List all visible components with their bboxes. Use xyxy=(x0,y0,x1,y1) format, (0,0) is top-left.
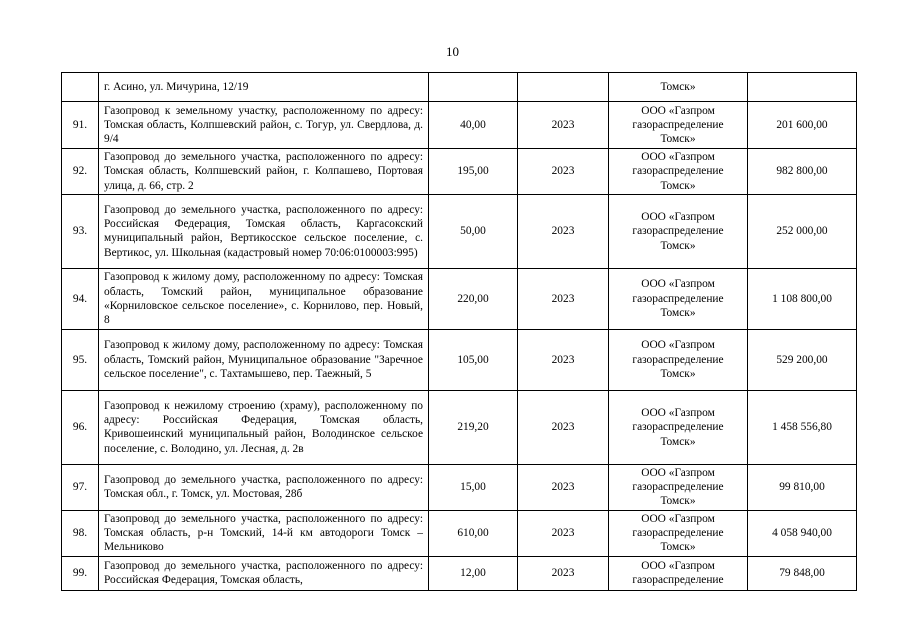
table-row xyxy=(62,194,857,268)
year-cell: 2023 xyxy=(518,149,609,195)
cost-cell: 1 108 800,00 xyxy=(748,268,857,329)
organization-cell xyxy=(609,268,748,329)
page-number: 10 xyxy=(446,44,459,59)
cost-cell: 252 000,00 xyxy=(748,194,857,268)
table-row xyxy=(62,149,857,195)
row-number-cell: 96. xyxy=(62,390,99,464)
table-row xyxy=(62,268,857,329)
year-cell: 2023 xyxy=(518,390,609,464)
organization-line: газораспределение xyxy=(632,165,724,178)
organization-line: Томск» xyxy=(660,368,696,381)
row-number-cell: 98. xyxy=(62,510,99,556)
year-cell: 2023 xyxy=(518,329,609,390)
description-cell: Газопровод до земельного участка, расположенного по адресу: Томская область, Колпшевский район, г. Колпашево, Портовая улица, д. 66, стр. 2 xyxy=(99,149,429,195)
length-cell xyxy=(429,73,518,102)
cost-cell: 99 810,00 xyxy=(748,464,857,510)
table-row xyxy=(62,390,857,464)
description-cell: Газопровод к нежилому строению (храму), расположенному по адресу: Российская Федерация, Томская область, Кривошеинский муниципальный район, Володинское сельское поселение, с. Володино, ул. Лесная, д. 2в xyxy=(99,390,429,464)
length-cell: 40,00 xyxy=(429,102,518,149)
length-cell: 195,00 xyxy=(429,149,518,195)
organization-line: Томск» xyxy=(660,307,696,320)
cost-cell xyxy=(748,73,857,102)
length-cell: 12,00 xyxy=(429,556,518,590)
length-cell: 220,00 xyxy=(429,268,518,329)
length-cell: 219,20 xyxy=(429,390,518,464)
cost-cell: 201 600,00 xyxy=(748,102,857,149)
description-cell: Газопровод до земельного участка, расположенного по адресу: Томская обл., г. Томск, ул. Мостовая, 28б xyxy=(99,464,429,510)
organization-line: газораспределение xyxy=(632,527,724,540)
description-cell: Газопровод к жилому дому, расположенному по адресу: Томская область, Томский район, Муниципальное образование "Заречное сельское поселение", с. Тахтамышево, пер. Таежный, 5 xyxy=(99,329,429,390)
row-number-cell: 91. xyxy=(62,102,99,149)
row-number-cell: 99. xyxy=(62,556,99,590)
description-cell: г. Асино, ул. Мичурина, 12/19 xyxy=(99,73,429,102)
cost-cell: 982 800,00 xyxy=(748,149,857,195)
organization-line: газораспределение xyxy=(632,118,724,131)
cost-cell: 79 848,00 xyxy=(748,556,857,590)
year-cell: 2023 xyxy=(518,510,609,556)
organization-line: ООО «Газпром xyxy=(641,339,715,352)
year-cell: 2023 xyxy=(518,194,609,268)
row-number-cell: 97. xyxy=(62,464,99,510)
table-row xyxy=(62,464,857,510)
year-cell: 2023 xyxy=(518,556,609,590)
organization-line: Томск» xyxy=(660,495,696,508)
organization-line: газораспределение xyxy=(632,225,724,238)
description-cell: Газопровод до земельного участка, расположенного по адресу: Российская Федерация, Томская область, xyxy=(99,556,429,590)
organization-cell xyxy=(609,102,748,149)
cost-cell: 1 458 556,80 xyxy=(748,390,857,464)
organization-cell xyxy=(609,510,748,556)
table-row xyxy=(62,329,857,390)
description-cell: Газопровод к земельному участку, расположенному по адресу: Томская область, Колпшевский район, с. Тогур, ул. Свердлова, д. 9/4 xyxy=(99,102,429,149)
organization-line: ООО «Газпром xyxy=(641,210,715,223)
organization-line: Томск» xyxy=(660,80,696,93)
description-cell: Газопровод до земельного участка, расположенного по адресу: Томская область, р-н Томский, 14-й км автодороги Томск – Мельниково xyxy=(99,510,429,556)
year-cell: 2023 xyxy=(518,102,609,149)
row-number-cell: 93. xyxy=(62,194,99,268)
row-number-cell: 94. xyxy=(62,268,99,329)
organization-line: газораспределение xyxy=(632,421,724,434)
organization-line: ООО «Газпром xyxy=(641,466,715,479)
organization-line: Томск» xyxy=(660,239,696,252)
cost-cell: 529 200,00 xyxy=(748,329,857,390)
organization-line: ООО «Газпром xyxy=(641,104,715,117)
organization-cell xyxy=(609,149,748,195)
organization-line: газораспределение xyxy=(632,292,724,305)
row-number-cell: 92. xyxy=(62,149,99,195)
organization-line: газораспределение xyxy=(632,481,724,494)
organization-cell xyxy=(609,329,748,390)
organization-line: ООО «Газпром xyxy=(641,278,715,291)
length-cell: 105,00 xyxy=(429,329,518,390)
organization-line: Томск» xyxy=(660,179,696,192)
row-number-cell: 95. xyxy=(62,329,99,390)
description-cell: Газопровод до земельного участка, расположенного по адресу: Российская Федерация, Томская область, Каргасокский муниципальный район, Вертикосское сельское поселение, с. Вертикос, ул. Школьная (кадастровый номер 70:06:0100003:995) xyxy=(99,194,429,268)
length-cell: 610,00 xyxy=(429,510,518,556)
description-cell: Газопровод к жилому дому, расположенному по адресу: Томская область, Томский район, муниципальное образование «Корниловское сельское поселение», с. Корнилово, пер. Новый, 8 xyxy=(99,268,429,329)
year-cell xyxy=(518,73,609,102)
organization-cell xyxy=(609,464,748,510)
length-cell: 50,00 xyxy=(429,194,518,268)
objects-table-body xyxy=(62,73,857,591)
organization-cell xyxy=(609,556,748,590)
row-number-cell xyxy=(62,73,99,102)
organization-line: Томск» xyxy=(660,133,696,146)
table-row xyxy=(62,510,857,556)
organization-line: Томск» xyxy=(660,435,696,448)
organization-line: газораспределение xyxy=(632,574,724,587)
organization-line: ООО «Газпром xyxy=(641,151,715,163)
length-cell: 15,00 xyxy=(429,464,518,510)
organization-line: Томск» xyxy=(660,541,696,554)
organization-line: ООО «Газпром xyxy=(641,559,715,572)
table-row xyxy=(62,102,857,149)
organization-line: ООО «Газпром xyxy=(641,406,715,419)
organization-cell xyxy=(609,194,748,268)
organization-line: газораспределение xyxy=(632,353,724,366)
organization-line: ООО «Газпром xyxy=(641,512,715,525)
organization-cell xyxy=(609,73,748,102)
table-row xyxy=(62,556,857,590)
cost-cell: 4 058 940,00 xyxy=(748,510,857,556)
objects-table xyxy=(61,72,857,591)
year-cell: 2023 xyxy=(518,268,609,329)
continuation-row xyxy=(62,73,857,102)
organization-cell xyxy=(609,390,748,464)
year-cell: 2023 xyxy=(518,464,609,510)
